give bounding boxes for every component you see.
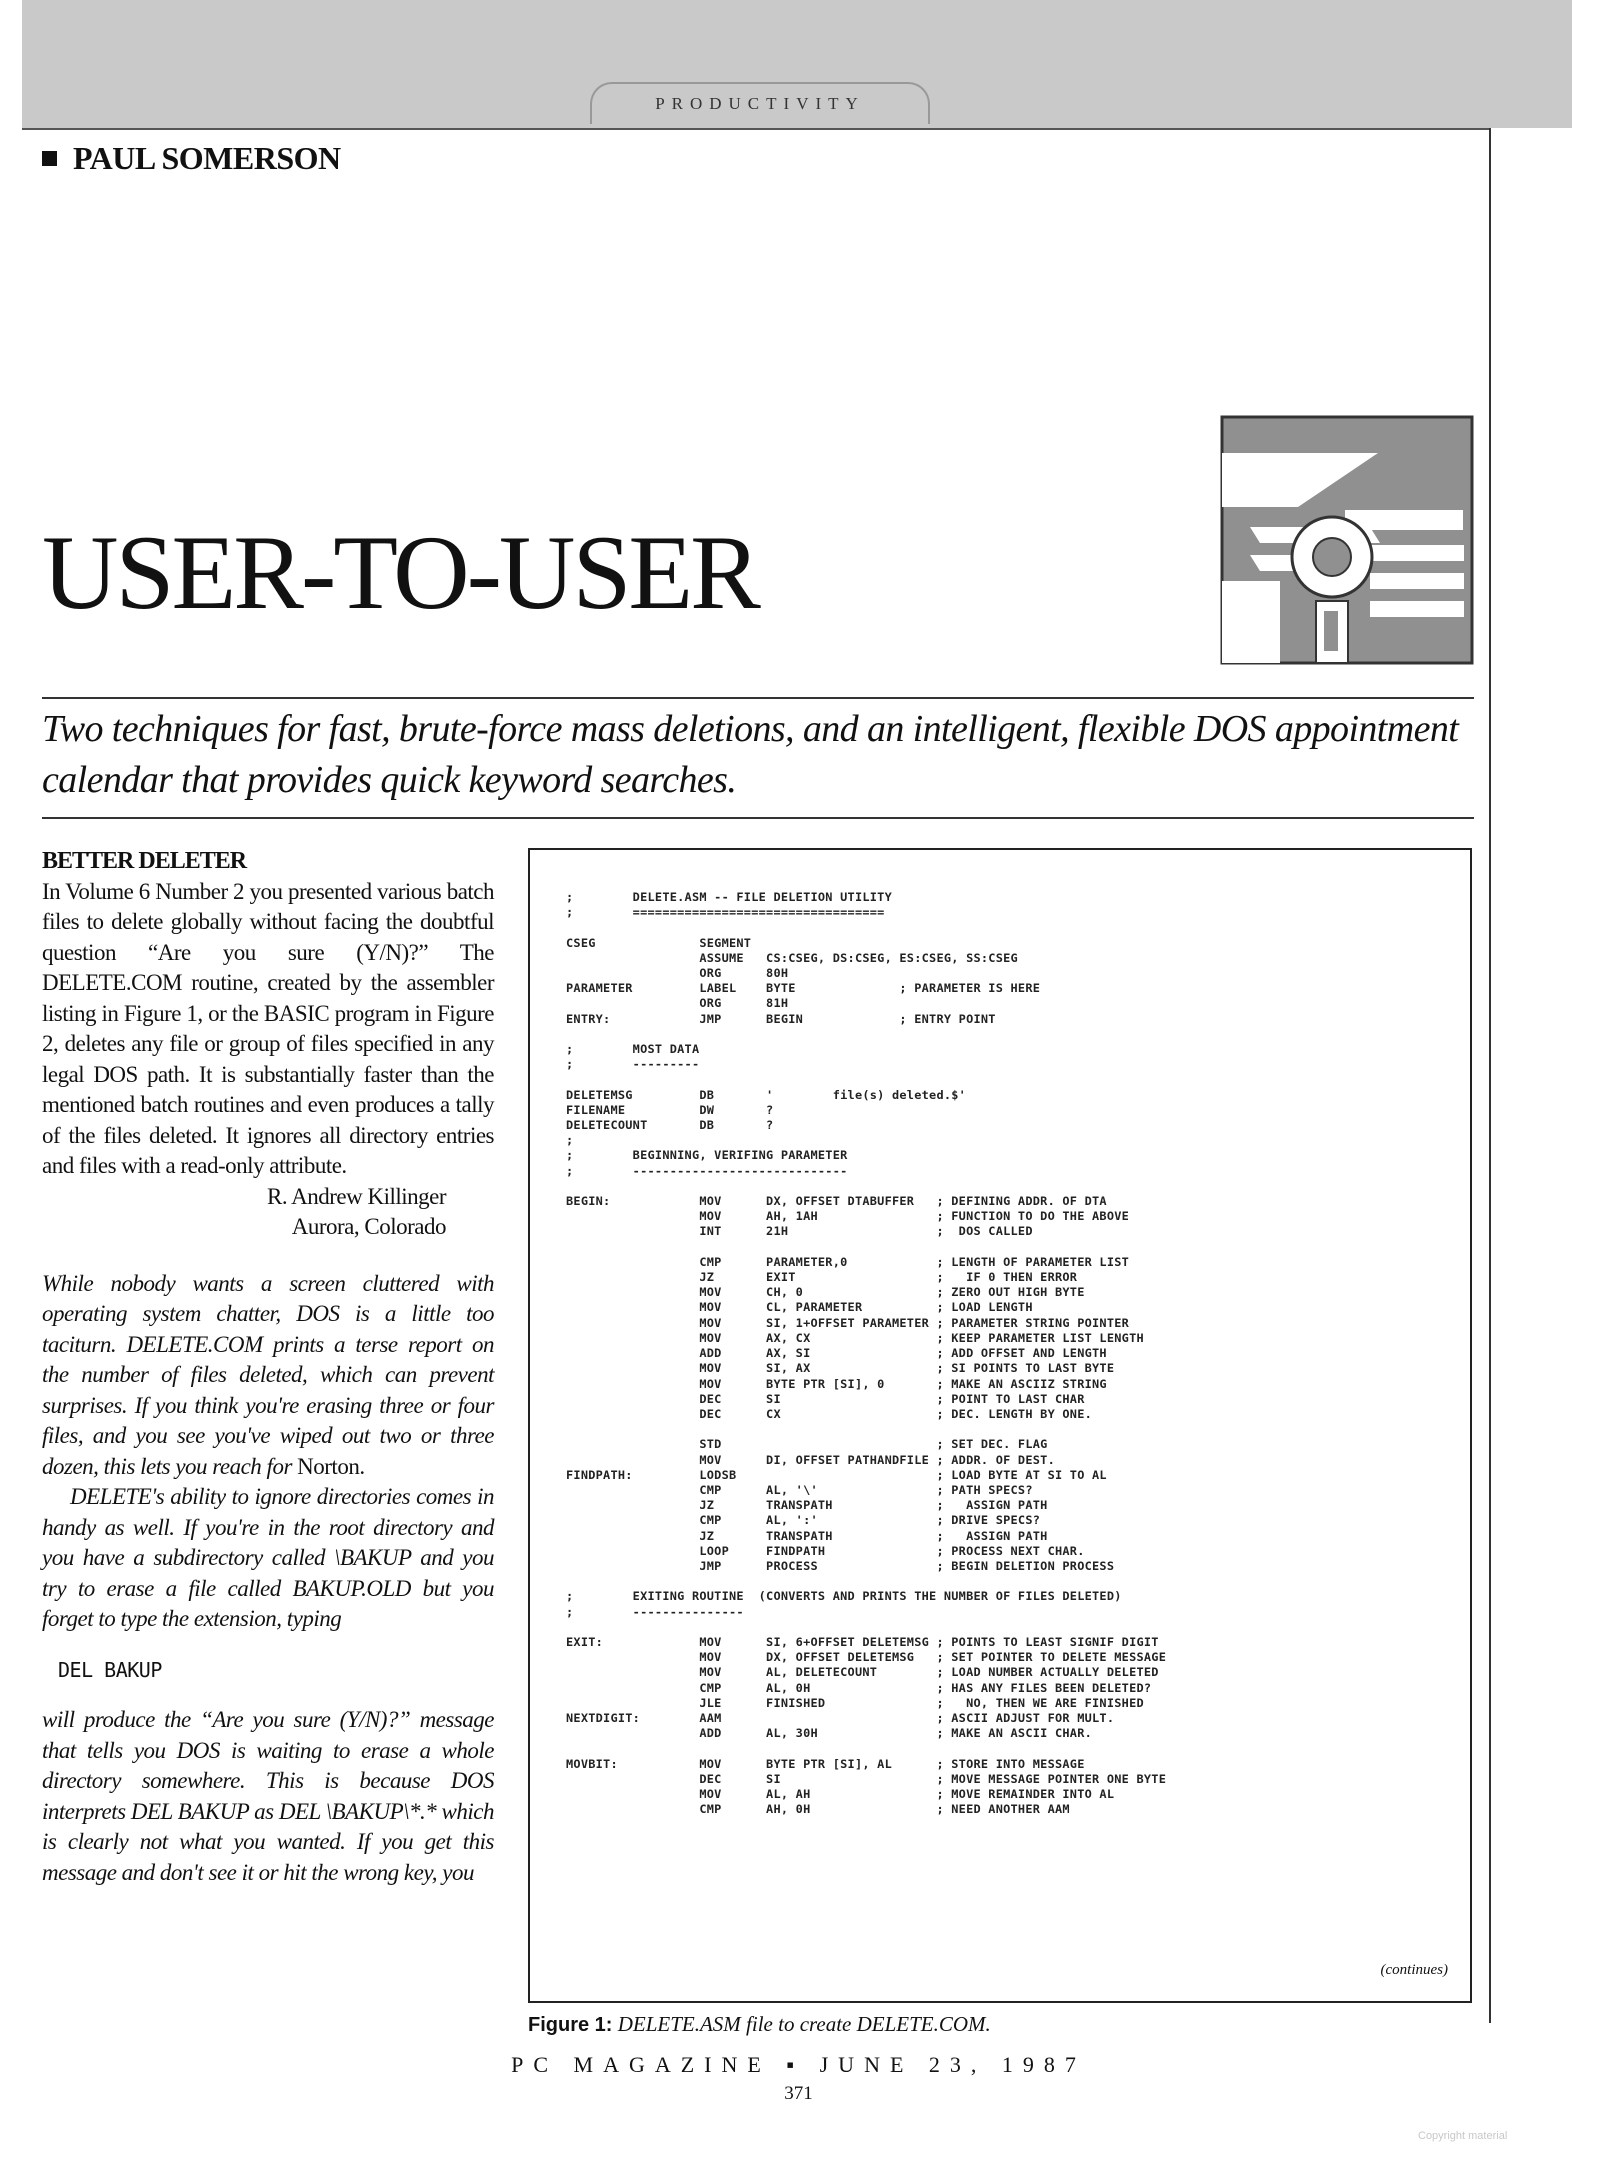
figure-listing-box — [528, 848, 1472, 2003]
bullet-square-icon — [42, 151, 57, 166]
author-byline — [42, 140, 341, 177]
page-title: USER-TO-USER — [42, 514, 758, 631]
response-paragraph-1: While nobody wants a screen cluttered with operating system chatter, DOS is a little too taciturn. DELETE.COM prints a terse report on the number of files deleted, which can prevent surprises. If you think you're erasing three or four files, and you see you've wiped out two or three dozen, this lets you reach for Norton. — [42, 1270, 494, 1479]
response-paragraph-2: DELETE's ability to ignore directories comes in handy as well. If you're in the root directory and you have a subdirectory called \BAKUP and you try to erase a file called BAKUP.OLD but you forget to type the extension, typing — [42, 1484, 494, 1631]
assembly-code-listing: ; DELETE.ASM -- FILE DELETION UTILITY ; ================================== CSEG SEGMENT ASSUME CS:CSEG, DS:CSEG, ES:CSEG, SS:CSEG ORG 80H PARAMETER LABEL BYTE ; PARAMETER IS HERE ORG 81H ENTRY: JMP BEGIN ; ENTRY POINT ; MOST DATA ; --------- DELETEMSG DB ' file(s) deleted.$' FILENAME DW ? DELETECOUNT DB ? ; ; BEGINNING, VERIFING PARAMETER ; ----------------------------- BEGIN: MOV DX, OFFSET DTABUFFER ; DEFINING ADDR. OF DTA MOV AH, 1AH ; FUNCTION TO DO THE ABOVE INT 21H ; DOS CALLED CMP PARAMETER,0 ; LENGTH OF PARAMETER LIST JZ EXIT ; IF 0 THEN ERROR MOV CH, 0 ; ZERO OUT HIGH BYTE MOV CL, PARAMETER ; LOAD LENGTH MOV SI, 1+OFFSET PARAMETER ; PARAMETER STRING POINTER MOV AX, CX ; KEEP PARAMETER LIST LENGTH ADD AX, SI ; ADD OFFSET AND LENGTH MOV SI, AX ; SI POINTS TO LAST BYTE MOV BYTE PTR [SI], 0 ; MAKE AN ASCIIZ STRING DEC SI ; POINT TO LAST CHAR DEC CX ; DEC. LENGTH BY ONE. STD ; SET DEC. FLAG MOV DI, OFFSET PATHANDFILE ; ADDR. OF DEST. FINDPATH: LODSB ; LOAD BYTE AT SI TO AL CMP AL, '\' ; PATH SPECS? JZ TRANSPATH ; ASSIGN PATH CMP AL, ':' ; DRIVE SPECS? JZ TRANSPATH ; ASSIGN PATH LOOP FINDPATH ; PROCESS NEXT CHAR. JMP PROCESS ; BEGIN DELETION PROCESS ; EXITING ROUTINE (CONVERTS AND PRINTS THE NUMBER OF FILES DELETED) ; --------------- EXIT: MOV SI, 6+OFFSET DELETEMSG ; POINTS TO LEAST SIGNIF DIGIT MOV DX, OFFSET DELETEMSG ; SET POINTER TO DELETE MESSAGE MOV AL, DELETECOUNT ; LOAD NUMBER ACTUALLY DELETED CMP AL, 0H ; HAS ANY FILES BEEN DELETED? JLE FINISHED ; NO, THEN WE ARE FINISHED NEXTDIGIT: AAM ; ASCII ADJUST FOR MULT. ADD AL, 30H ; MAKE AN ASCII CHAR. MOVBIT: MOV BYTE PTR [SI], AL ; STORE INTO MESSAGE DEC SI ; MOVE MESSAGE POINTER ONE BYTE MOV AL, AH ; MOVE REMAINDER INTO AL CMP AH, 0H ; NEED ANOTHER AAM — [566, 890, 1167, 1817]
figure-caption-text: DELETE.ASM file to create DELETE.COM. — [617, 2012, 991, 2036]
deck-bottom-rule — [42, 817, 1474, 819]
section-label: PRODUCTIVITY — [590, 82, 930, 124]
floppy-disk-hand-icon — [1220, 415, 1474, 670]
reader-letter: In Volume 6 Number 2 you presented various batch files to delete globally without facing the doubtful question “Are you sure (Y/N)?” The DELETE.COM routine, created by the assembler listing in Figure 1, or the BASIC program in Figure 2, deletes any file or group of files specified in any legal DOS path. It is substantially faster than the mentioned batch routines and even produces a tally of the files deleted. It ignores all directory entries and files with a read-only attribute. — [42, 878, 494, 1178]
section-heading: BETTER DELETER — [42, 848, 247, 874]
watermark: Copyright material — [1418, 2130, 1508, 2142]
response-paragraph-3: will produce the “Are you sure (Y/N)?” message that tells you DOS is waiting to erase a whole directory somewhere. This is because DOS interprets DEL BAKUP as DEL \BAKUP\*.* which is clearly not what you wanted. If you get this message and don't see it or hit the wrong key, you — [42, 1707, 494, 1885]
article-body — [42, 846, 494, 1888]
deck-top-rule — [42, 697, 1474, 699]
top-rule — [22, 128, 1491, 130]
author-name: PAUL SOMERSON — [73, 140, 341, 176]
right-column-rule — [1489, 128, 1491, 2023]
article-deck: Two techniques for fast, brute-force mass deletions, and an intelligent, flexible DOS appointment calendar that provides quick keyword searches. — [42, 708, 1459, 801]
magazine-footer: PC MAGAZINE ▪ JUNE 23, 1987 — [511, 2052, 1086, 2077]
signature-name: R. Andrew Killinger — [267, 1183, 446, 1209]
figure-caption — [528, 2012, 991, 2037]
page-number: 371 — [784, 2083, 813, 2104]
signature-place: Aurora, Colorado — [291, 1214, 446, 1239]
continues-note: (continues) — [1380, 1962, 1448, 1978]
command-example: DEL BAKUP — [58, 1657, 162, 1682]
figure-caption-label: Figure 1: — [528, 2014, 613, 2036]
